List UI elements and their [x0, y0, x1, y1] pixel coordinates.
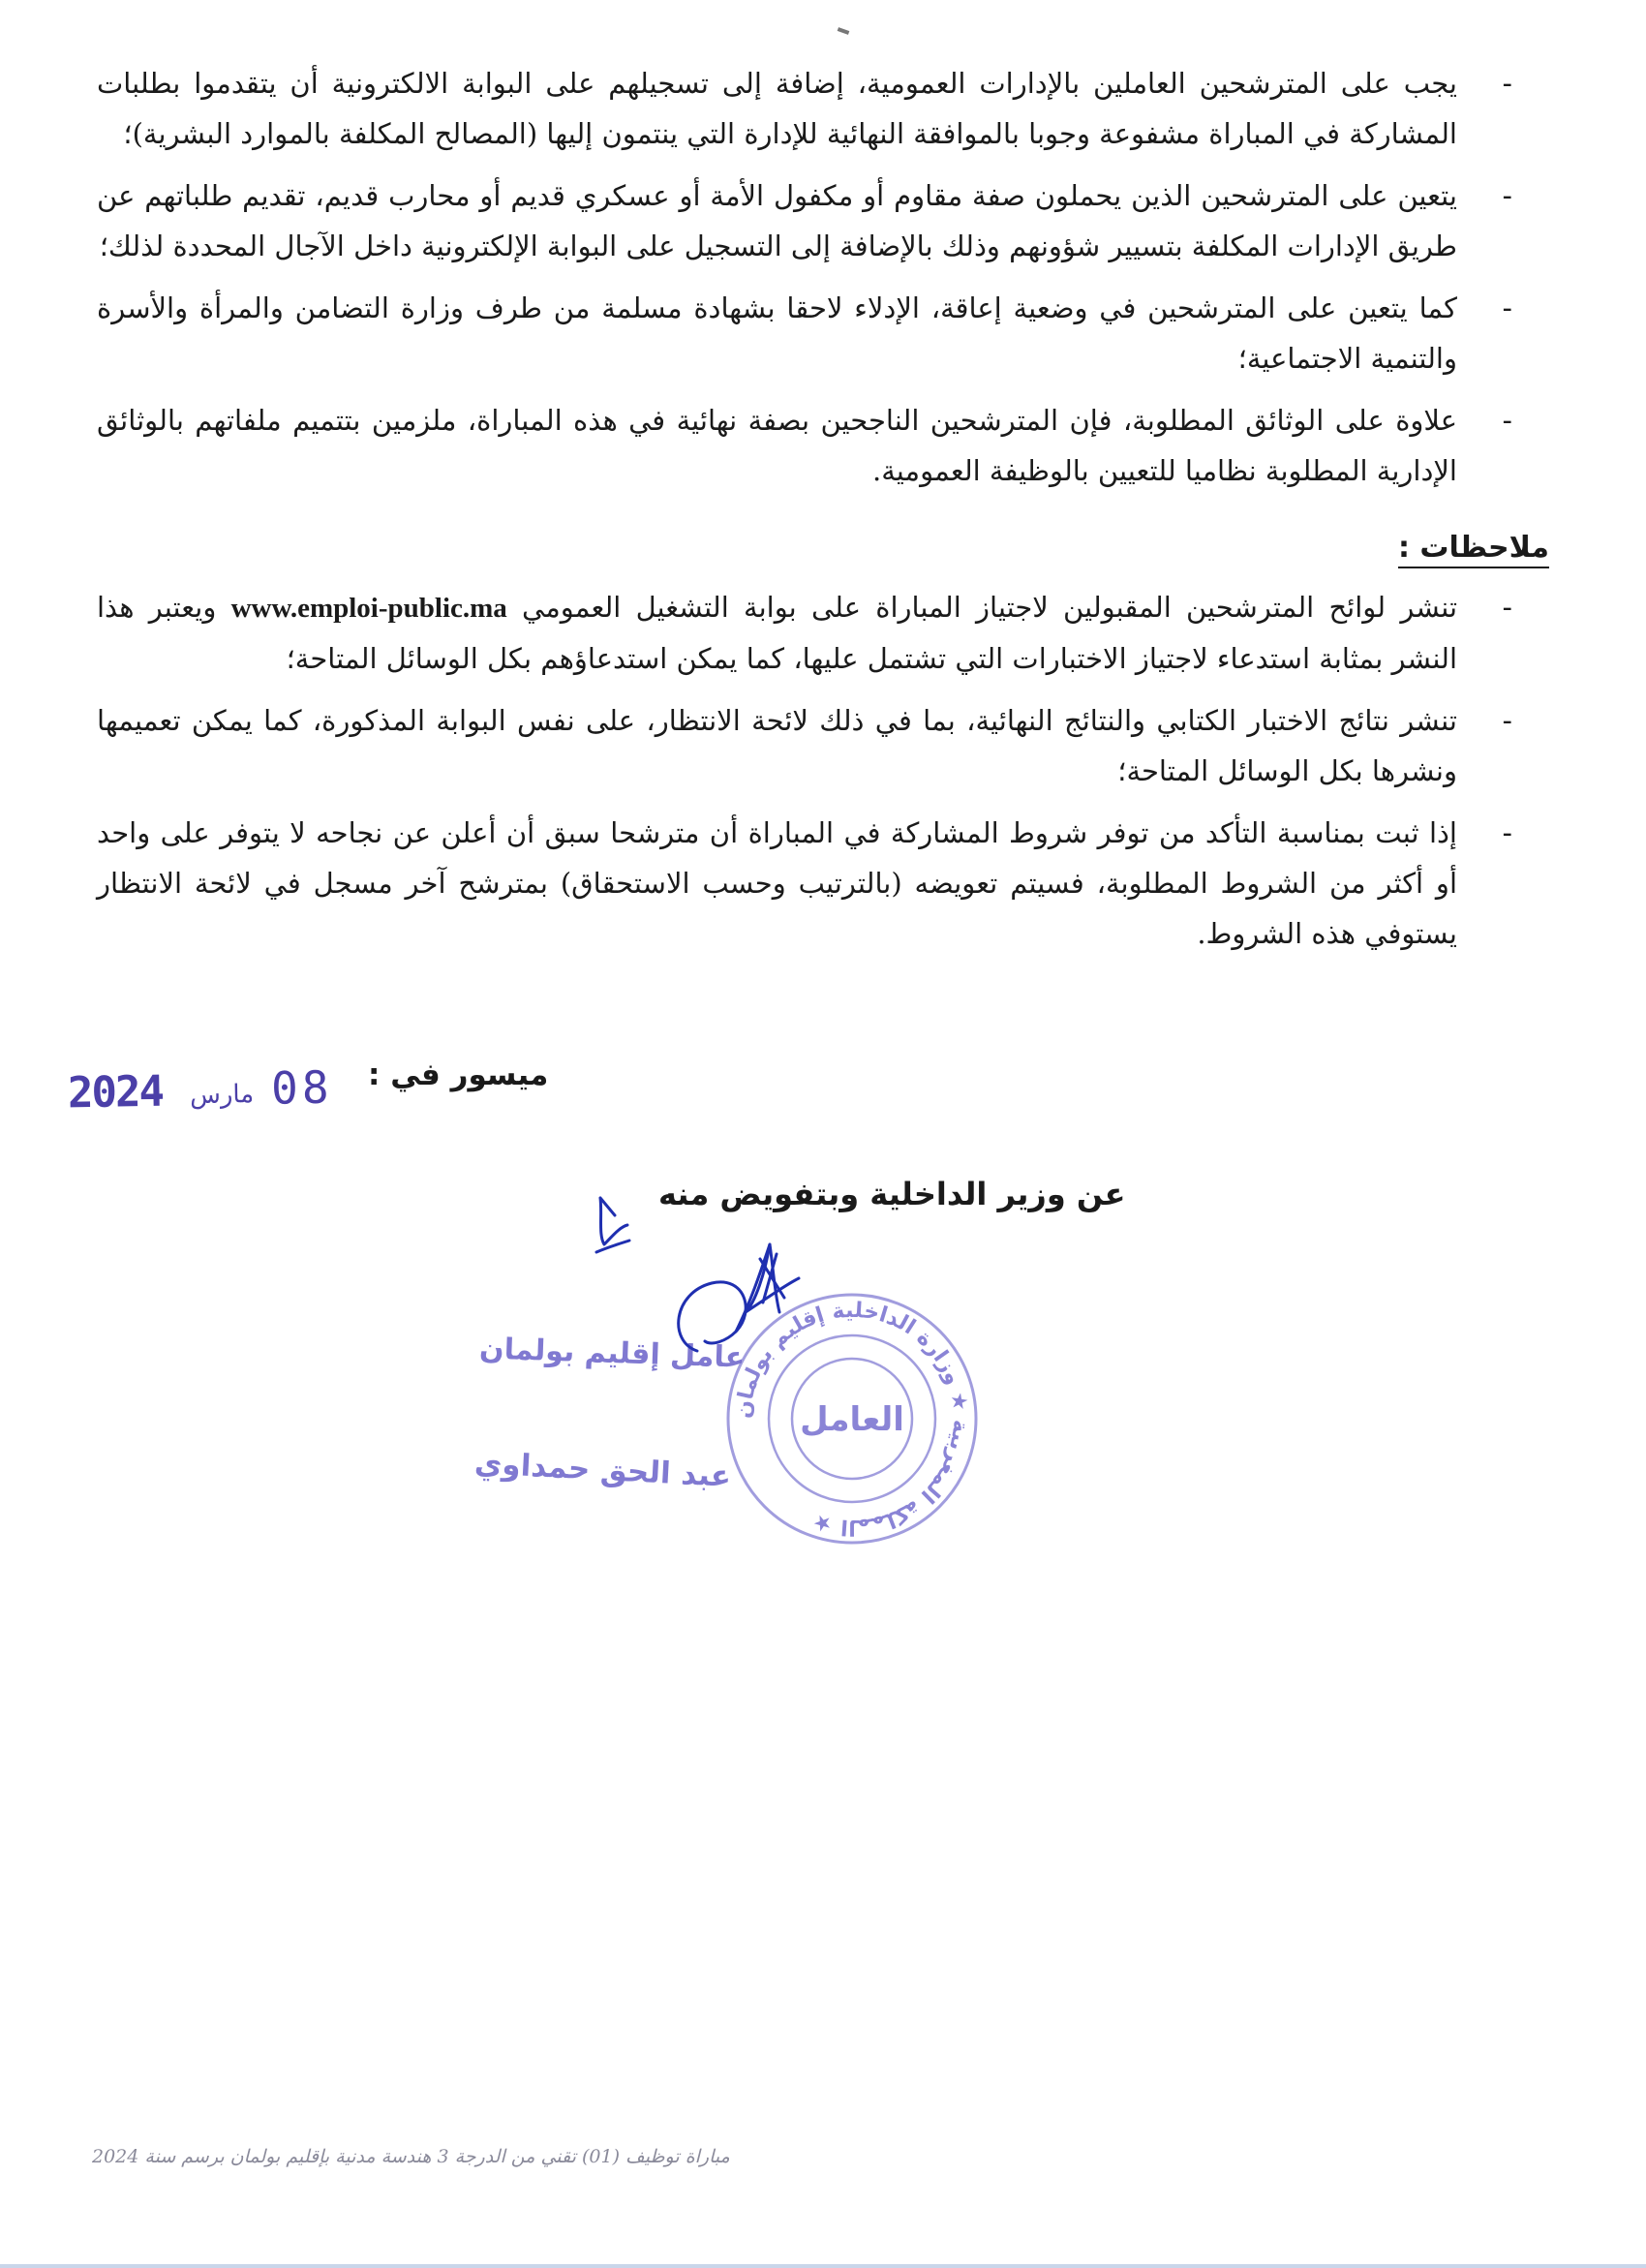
signatory-title: عن وزير الداخلية وبتفويض منه: [658, 1176, 1126, 1212]
notes-title: ملاحظات :: [1398, 531, 1549, 568]
date-stamp: [68, 1061, 333, 1119]
date-month: مارس: [189, 1080, 255, 1111]
handwritten-signature: [591, 1186, 862, 1419]
list-item: - علاوة على الوثائق المطلوبة، فإن المترشحين الناجحين بصفة نهائية في هذه المباراة، ملزمين بتتميم ملفاتهم بالوثائق الإدارية المطلوبة نظاميا للتعيين بالوظيفة العمومية.: [97, 395, 1549, 496]
scan-edge: [0, 2264, 1646, 2268]
bullet-dash: -: [1502, 704, 1512, 737]
list-item: - كما يتعين على المترشحين في وضعية إعاقة، الإدلاء لاحقا بشهادة مسلمة من طرف وزارة التضامن والمرأة والأسرة والتنمية الاجتماعية؛: [97, 283, 1549, 383]
notes-list: [97, 582, 1549, 959]
scan-artifact: [838, 27, 850, 35]
place-label: ميسور في :: [368, 1057, 549, 1092]
bullet-dash: -: [1502, 404, 1512, 437]
list-item: - تنشر نتائج الاختبار الكتابي والنتائج النهائية، بما في ذلك لائحة الانتظار، على نفس البوابة المذكورة، كما يمكن تعميمها ونشرها بكل الوسائل المتاحة؛: [97, 695, 1549, 796]
date-day: 08: [270, 1060, 333, 1115]
emploi-public-link[interactable]: www.emploi-public.ma: [230, 593, 507, 624]
list-item: - إذا ثبت بمناسبة التأكد من توفر شروط المشاركة في المباراة أن مترشحا سبق أن أعلن عن نجاحه لا يتوفر على واحد أو أكثر من الشروط المطلوبة، فسيتم تعويضه (بالترتيب وحسب الاستحقاق) بمترشح آخر مسجل في لائحة الانتظار يستوفي هذه الشروط.: [97, 808, 1549, 959]
footer-reference: مباراة توظيف (01) تقني من الدرجة 3 هندسة مدنية بإقليم بولمان برسم سنة 2024: [92, 2146, 730, 2167]
seal-center-text: العامل: [800, 1400, 904, 1439]
list-item: - تنشر لوائح المترشحين المقبولين لاجتياز المباراة على بوابة التشغيل العمومي www.emploi-public.ma ويعتبر هذا النشر بمثابة استدعاء لاجتياز الاختبارات التي تشتمل عليها، كما يمكن استدعاؤهم بكل الوسائل المتاحة؛: [97, 582, 1549, 684]
bullet-dash: -: [1502, 816, 1512, 849]
seal-ring-text: المملكة المغربية ★ وزارة الداخلية إقليم بولمان ★: [731, 1298, 973, 1540]
document-body: [97, 58, 1549, 970]
list-item: - يجب على المترشحين العاملين بالإدارات العمومية، إضافة إلى تسجيلهم على البوابة الالكترونية أن يتقدموا بطلبات المشاركة في المباراة مشفوعة وجوبا بالموافقة النهائية للإدارة التي ينتمون إليها (المصالح المكلفة بالموارد البشرية)؛: [97, 58, 1549, 159]
list-item: - يتعين على المترشحين الذين يحملون صفة مقاوم أو مكفول الأمة أو عسكري قديم أو محارب قديم، تقديم طلباتهم عن طريق الإدارات المكلفة بتسيير شؤونهم وذلك بالإضافة إلى التسجيل على البوابة الإلكترونية داخل الآجال المحددة لذلك؛: [97, 170, 1549, 271]
bullet-dash: -: [1502, 179, 1512, 212]
notes-header: [97, 507, 1549, 582]
date-year: 2024: [67, 1066, 164, 1119]
bullet-dash: -: [1502, 591, 1512, 624]
bullet-dash: -: [1502, 291, 1512, 324]
stamp-role: عامل إقليم بولمان: [478, 1332, 746, 1375]
conditions-list: [97, 58, 1549, 496]
bullet-dash: -: [1502, 67, 1512, 100]
stamp-name: عبد الحق حمداوي: [473, 1446, 732, 1494]
